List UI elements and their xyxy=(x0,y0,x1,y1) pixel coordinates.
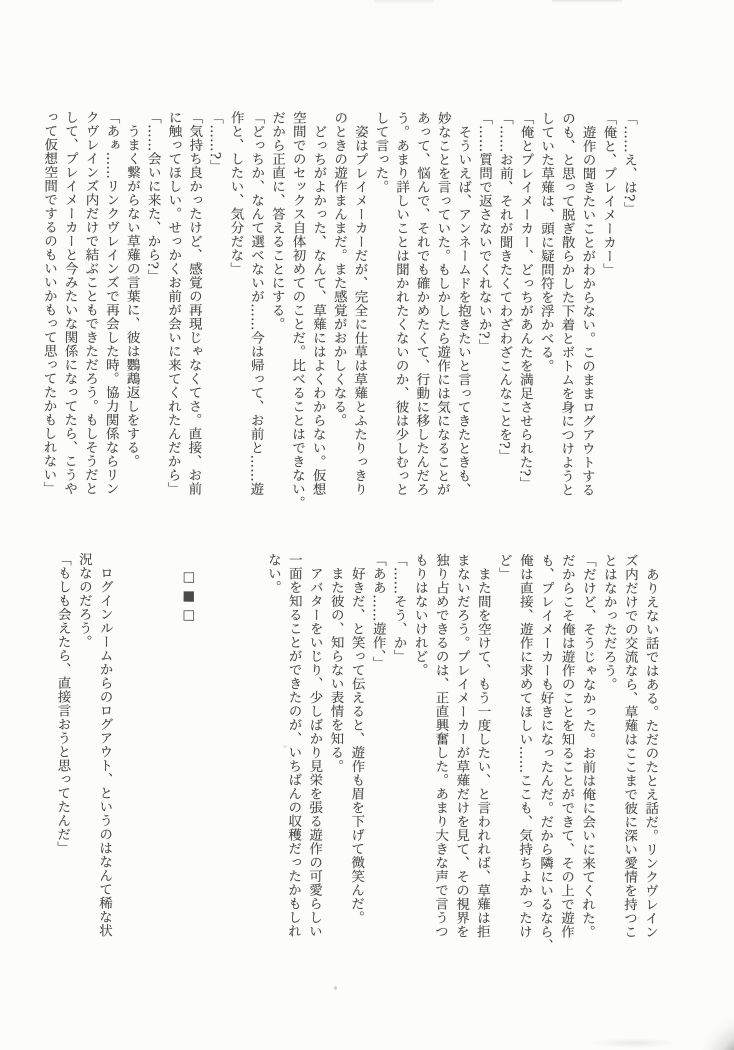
blank-column xyxy=(219,553,241,973)
text-column: 姿はプレイメーカーだが、完全に仕草は草薙とふたりっきり xyxy=(350,110,368,496)
text-column: そういえば、アンネームドを抱きたいと言ってきたときも、 xyxy=(454,111,472,497)
text-column: 作と、したい、気分だな」 xyxy=(227,110,244,276)
text-column: ありえない話ではある。ただのたとえ話だ。リンクヴレイン xyxy=(641,553,659,939)
text-column: だから正直に、答えることにする。 xyxy=(268,110,286,331)
text-column: ログインルームからのログアウト、というのはなんて稀な状 xyxy=(95,552,113,938)
blank-column xyxy=(156,552,178,972)
text-column: 「だけど、そうじゃなかった。お前は俺に会いに来てくれた。 xyxy=(578,553,596,939)
text-column: していた草薙は、頭に疑問符を浮かべる。 xyxy=(537,111,555,373)
text-column: とはなかっただろう。 xyxy=(600,553,617,692)
text-column: 「ああ……遊作、」 xyxy=(369,553,386,671)
text-column: クヴレインズ内だけで結ぶこともできただろう。もしそうだと xyxy=(81,110,99,496)
section-divider: □■□ xyxy=(180,552,197,627)
text-column: ない。 xyxy=(264,552,281,595)
text-column: 「どっちか、なんて選べないが……今は帰って、お前と……遊 xyxy=(247,110,265,496)
text-column: に触ってほしい。せっかくお前が会いに来てくれたんだから」 xyxy=(164,110,182,496)
text-column: 「……え、は?」 xyxy=(620,111,638,216)
text-column: 「……?」 xyxy=(206,110,224,174)
blank-column xyxy=(135,552,157,972)
text-column: して、プレイメーカーと今みたいな関係になってたら、こうや xyxy=(61,110,79,496)
text-column: ど」 xyxy=(495,553,512,581)
text-column: もりはないけれど。 xyxy=(411,553,428,677)
text-column: 妙なことを言っていた。もしかしたら遊作には気になることが xyxy=(433,111,451,497)
text-column: アバターをいじり、少しばかり見栄を張る遊作の可愛らしい xyxy=(305,552,323,938)
text-column: また間を空けて、もう一度したい、と言われれば、草薙は拒 xyxy=(473,553,491,939)
text-column: のときの遊作まんまだ。また感覚がおかしくなる。 xyxy=(330,110,348,428)
blank-column xyxy=(114,552,136,972)
text-column: も、プレイメーカーも好きになったんだ。だから隣にいるなら、 xyxy=(536,553,554,953)
text-column: のも、と思って脱ぎ散らかした下着とボトムを身につけようと xyxy=(557,111,575,497)
text-column: 「もしも会えたら、直接言おうと思ってたんだ」 xyxy=(54,552,71,855)
text-column: 好きだ、と笑って伝えると、遊作も眉を下げて微笑んだ。 xyxy=(347,552,365,925)
text-column: 「……会いに来た、から?」 xyxy=(144,110,161,283)
text-column: 況なのだろう。 xyxy=(75,552,92,649)
text-column: だからこそ俺は遊作のことを知ることができて、その上で遊作 xyxy=(557,553,575,939)
text-column: 「……お前、それが聞きたくてわざわざこんなことを?」 xyxy=(495,111,513,463)
text-column: 「……そう、か」 xyxy=(390,553,407,664)
blank-column xyxy=(198,553,220,973)
text-column: 空間でのセックス自体初めてのことだ。比べることはできない。 xyxy=(288,110,306,510)
text-column: 「俺と、プレイメーカー」 xyxy=(599,111,617,277)
text-column: どっちがよかった、なんて、草薙にはよくわからない。仮想 xyxy=(309,110,327,496)
text-column: まないだろう。プレイメーカーが草薙だけを見て、その視界を xyxy=(452,553,470,939)
text-column: 俺は直接、遊作に求めてほしい……ここも、気持ちよかったけ xyxy=(515,553,533,939)
blank-column xyxy=(240,553,262,973)
text-column: 一面を知ることができたのが、いちばんの収穫だったかもしれ xyxy=(284,552,302,938)
text-column: あって、悩んで、それでも確かめたくて、行動に移したんだろ xyxy=(413,111,431,497)
text-column: 遊作の聞きたいことがわからない。このままログアウトする xyxy=(578,111,596,497)
text-column: う。あまり詳しいことは聞かれたくないのか、彼は少しむっと xyxy=(392,111,410,497)
text-column: 「あぁ……リンクヴレインズで再会した時。協力関係ならリン xyxy=(102,110,120,496)
text-column: して言った。 xyxy=(372,111,389,194)
text-column: また彼の、知らない表情を知る。 xyxy=(327,552,344,773)
text-column: 独り占めできるのは、正直興奮した。あまり大きな声で言うつ xyxy=(431,553,449,939)
text-column: 「俺とプレイメーカー、どっちがあんたを満足させられた?」 xyxy=(516,111,534,491)
text-block-bottom xyxy=(51,552,661,974)
text-block-top xyxy=(38,110,639,524)
text-column: って仮想空間でするのもいいかもって思ってたかもしれない」 xyxy=(40,110,58,496)
text-column: 「気持ち良かったけど、感覚の再現じゃなくてさ。直接、お前 xyxy=(185,110,203,496)
text-column: ズ内だけでの交流なら、草薙はここまで彼に深い愛情を持つこ xyxy=(620,553,638,939)
text-column: 「……質問で返さないでくれないか?」 xyxy=(475,111,493,353)
text-column: うまく繋がらない草薙の言葉に、彼は鸚鵡返しをする。 xyxy=(123,110,141,468)
